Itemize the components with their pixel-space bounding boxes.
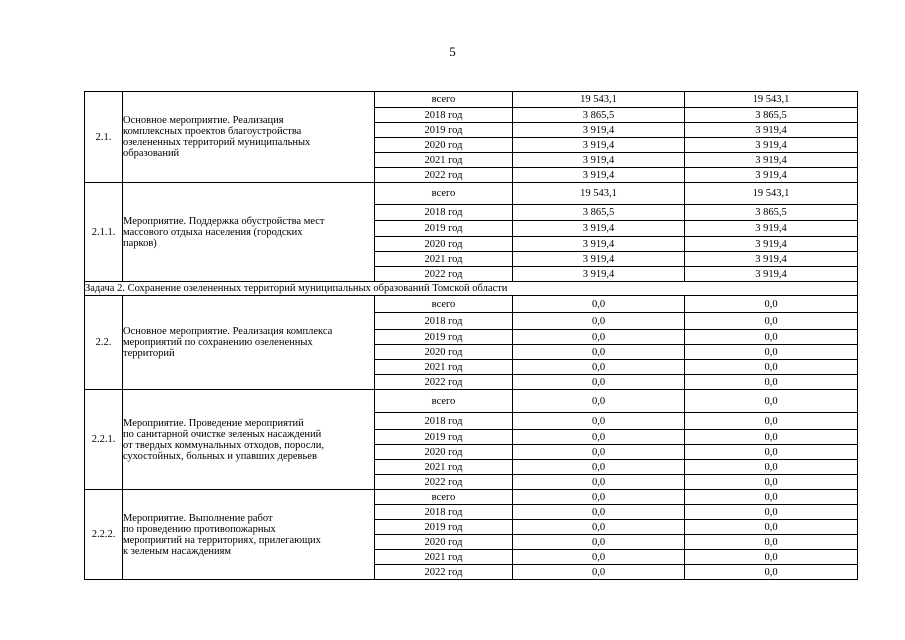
period-cell: 2018 год (375, 205, 513, 221)
period-cell: всего (375, 183, 513, 205)
item-description (123, 296, 375, 390)
value-cell: 3 919,4 (685, 153, 858, 168)
value-cell: 0,0 (513, 413, 685, 430)
description-line: Мероприятие. Проведение мероприятий (123, 417, 304, 429)
period-cell: 2019 год (375, 330, 513, 345)
description-line: Основное мероприятие. Реализация (123, 115, 284, 126)
value-cell: 3 919,4 (513, 221, 685, 237)
period-cell: 2019 год (375, 221, 513, 237)
value-cell: 19 543,1 (685, 92, 858, 108)
value-cell: 3 865,5 (685, 108, 858, 123)
description-line: образований (123, 148, 180, 159)
table-row (85, 296, 858, 313)
period-cell: 2020 год (375, 445, 513, 460)
task-row (85, 282, 858, 296)
value-cell: 0,0 (513, 475, 685, 490)
item-description (123, 92, 375, 183)
value-cell: 0,0 (685, 445, 858, 460)
item-number: 2.1.1. (85, 183, 123, 282)
period-cell: всего (375, 490, 513, 505)
period-cell: 2019 год (375, 123, 513, 138)
description-line: мероприятий по сохранению озелененных (123, 337, 313, 348)
item-description (123, 490, 375, 580)
value-cell: 0,0 (685, 345, 858, 360)
value-cell: 0,0 (513, 550, 685, 565)
value-cell: 0,0 (513, 430, 685, 445)
period-cell: 2021 год (375, 460, 513, 475)
value-cell: 19 543,1 (685, 183, 858, 205)
period-cell: 2020 год (375, 535, 513, 550)
value-cell: 0,0 (685, 413, 858, 430)
value-cell: 3 919,4 (513, 138, 685, 153)
value-cell: 3 919,4 (513, 267, 685, 282)
period-cell: 2021 год (375, 360, 513, 375)
value-cell: 3 919,4 (513, 252, 685, 267)
value-cell: 3 919,4 (685, 252, 858, 267)
description-line: по санитарной очистке зеленых насаждений (123, 428, 322, 440)
value-cell: 3 919,4 (513, 237, 685, 252)
period-cell: 2018 год (375, 313, 513, 330)
period-cell: 2019 год (375, 430, 513, 445)
period-cell: 2021 год (375, 153, 513, 168)
item-description (123, 390, 375, 490)
funding-table (84, 91, 858, 580)
period-cell: 2020 год (375, 237, 513, 252)
value-cell: 0,0 (685, 313, 858, 330)
description-line: парков) (123, 237, 157, 249)
value-cell: 0,0 (685, 490, 858, 505)
value-cell: 0,0 (685, 535, 858, 550)
value-cell: 0,0 (685, 460, 858, 475)
description-line: комплексных проектов благоустройства (123, 126, 302, 137)
value-cell: 3 919,4 (513, 123, 685, 138)
value-cell: 0,0 (513, 565, 685, 580)
item-description (123, 183, 375, 282)
value-cell: 0,0 (685, 565, 858, 580)
value-cell: 19 543,1 (513, 92, 685, 108)
description-line: Основное мероприятие. Реализация комплекса (123, 326, 333, 337)
value-cell: 0,0 (685, 475, 858, 490)
description-line: мероприятий на территориях, прилегающих (123, 534, 321, 546)
period-cell: всего (375, 296, 513, 313)
period-cell: всего (375, 390, 513, 413)
table-row (85, 490, 858, 505)
description-line: Мероприятие. Выполнение работ (123, 512, 273, 524)
period-cell: 2020 год (375, 345, 513, 360)
value-cell: 0,0 (685, 550, 858, 565)
value-cell: 3 919,4 (513, 153, 685, 168)
period-cell: 2018 год (375, 413, 513, 430)
description-line: к зеленым насаждениям (123, 545, 232, 557)
value-cell: 0,0 (685, 520, 858, 535)
task-heading: Задача 2. Сохранение озелененных территорий муниципальных образований Томской области (85, 282, 858, 296)
value-cell: 0,0 (513, 313, 685, 330)
value-cell: 0,0 (685, 375, 858, 390)
period-cell: 2022 год (375, 375, 513, 390)
value-cell: 3 865,5 (513, 205, 685, 221)
description-line: территорий (123, 348, 175, 359)
value-cell: 0,0 (513, 535, 685, 550)
description-line: Мероприятие. Поддержка обустройства мест (123, 215, 325, 227)
value-cell: 0,0 (685, 390, 858, 413)
description-line: сухостойных, больных и упавших деревьев (123, 450, 317, 462)
value-cell: 0,0 (513, 460, 685, 475)
item-number: 2.2. (85, 296, 123, 390)
period-cell: 2022 год (375, 565, 513, 580)
period-cell: 2018 год (375, 108, 513, 123)
value-cell: 3 865,5 (685, 205, 858, 221)
description-line: от твердых коммунальных отходов, поросли, (123, 439, 325, 451)
description-line: массового отдыха населения (городских (123, 226, 303, 238)
period-cell: 2022 год (375, 475, 513, 490)
value-cell: 3 919,4 (685, 237, 858, 252)
item-number: 2.2.2. (85, 490, 123, 580)
value-cell: 3 919,4 (685, 138, 858, 153)
value-cell: 0,0 (513, 330, 685, 345)
period-cell: 2021 год (375, 550, 513, 565)
value-cell: 0,0 (513, 390, 685, 413)
value-cell: 0,0 (685, 505, 858, 520)
description-line: озелененных территорий муниципальных (123, 137, 311, 148)
table-row (85, 92, 858, 108)
value-cell: 3 919,4 (685, 267, 858, 282)
period-cell: 2021 год (375, 252, 513, 267)
period-cell: 2022 год (375, 267, 513, 282)
value-cell: 0,0 (685, 360, 858, 375)
period-cell: 2019 год (375, 520, 513, 535)
value-cell: 0,0 (513, 296, 685, 313)
value-cell: 19 543,1 (513, 183, 685, 205)
item-number: 2.2.1. (85, 390, 123, 490)
period-cell: 2018 год (375, 505, 513, 520)
value-cell: 0,0 (513, 445, 685, 460)
value-cell: 3 865,5 (513, 108, 685, 123)
value-cell: 0,0 (513, 505, 685, 520)
value-cell: 0,0 (685, 430, 858, 445)
page-number: 5 (449, 44, 456, 59)
value-cell: 0,0 (513, 360, 685, 375)
value-cell: 3 919,4 (685, 168, 858, 183)
value-cell: 0,0 (685, 296, 858, 313)
period-cell: всего (375, 92, 513, 108)
period-cell: 2022 год (375, 168, 513, 183)
period-cell: 2020 год (375, 138, 513, 153)
value-cell: 0,0 (513, 490, 685, 505)
value-cell: 3 919,4 (685, 123, 858, 138)
value-cell: 0,0 (513, 520, 685, 535)
table-row (85, 183, 858, 205)
value-cell: 0,0 (513, 345, 685, 360)
table-row (85, 390, 858, 413)
value-cell: 0,0 (513, 375, 685, 390)
value-cell: 3 919,4 (685, 221, 858, 237)
value-cell: 0,0 (685, 330, 858, 345)
value-cell: 3 919,4 (513, 168, 685, 183)
item-number: 2.1. (85, 92, 123, 183)
description-line: по проведению противопожарных (123, 523, 276, 535)
